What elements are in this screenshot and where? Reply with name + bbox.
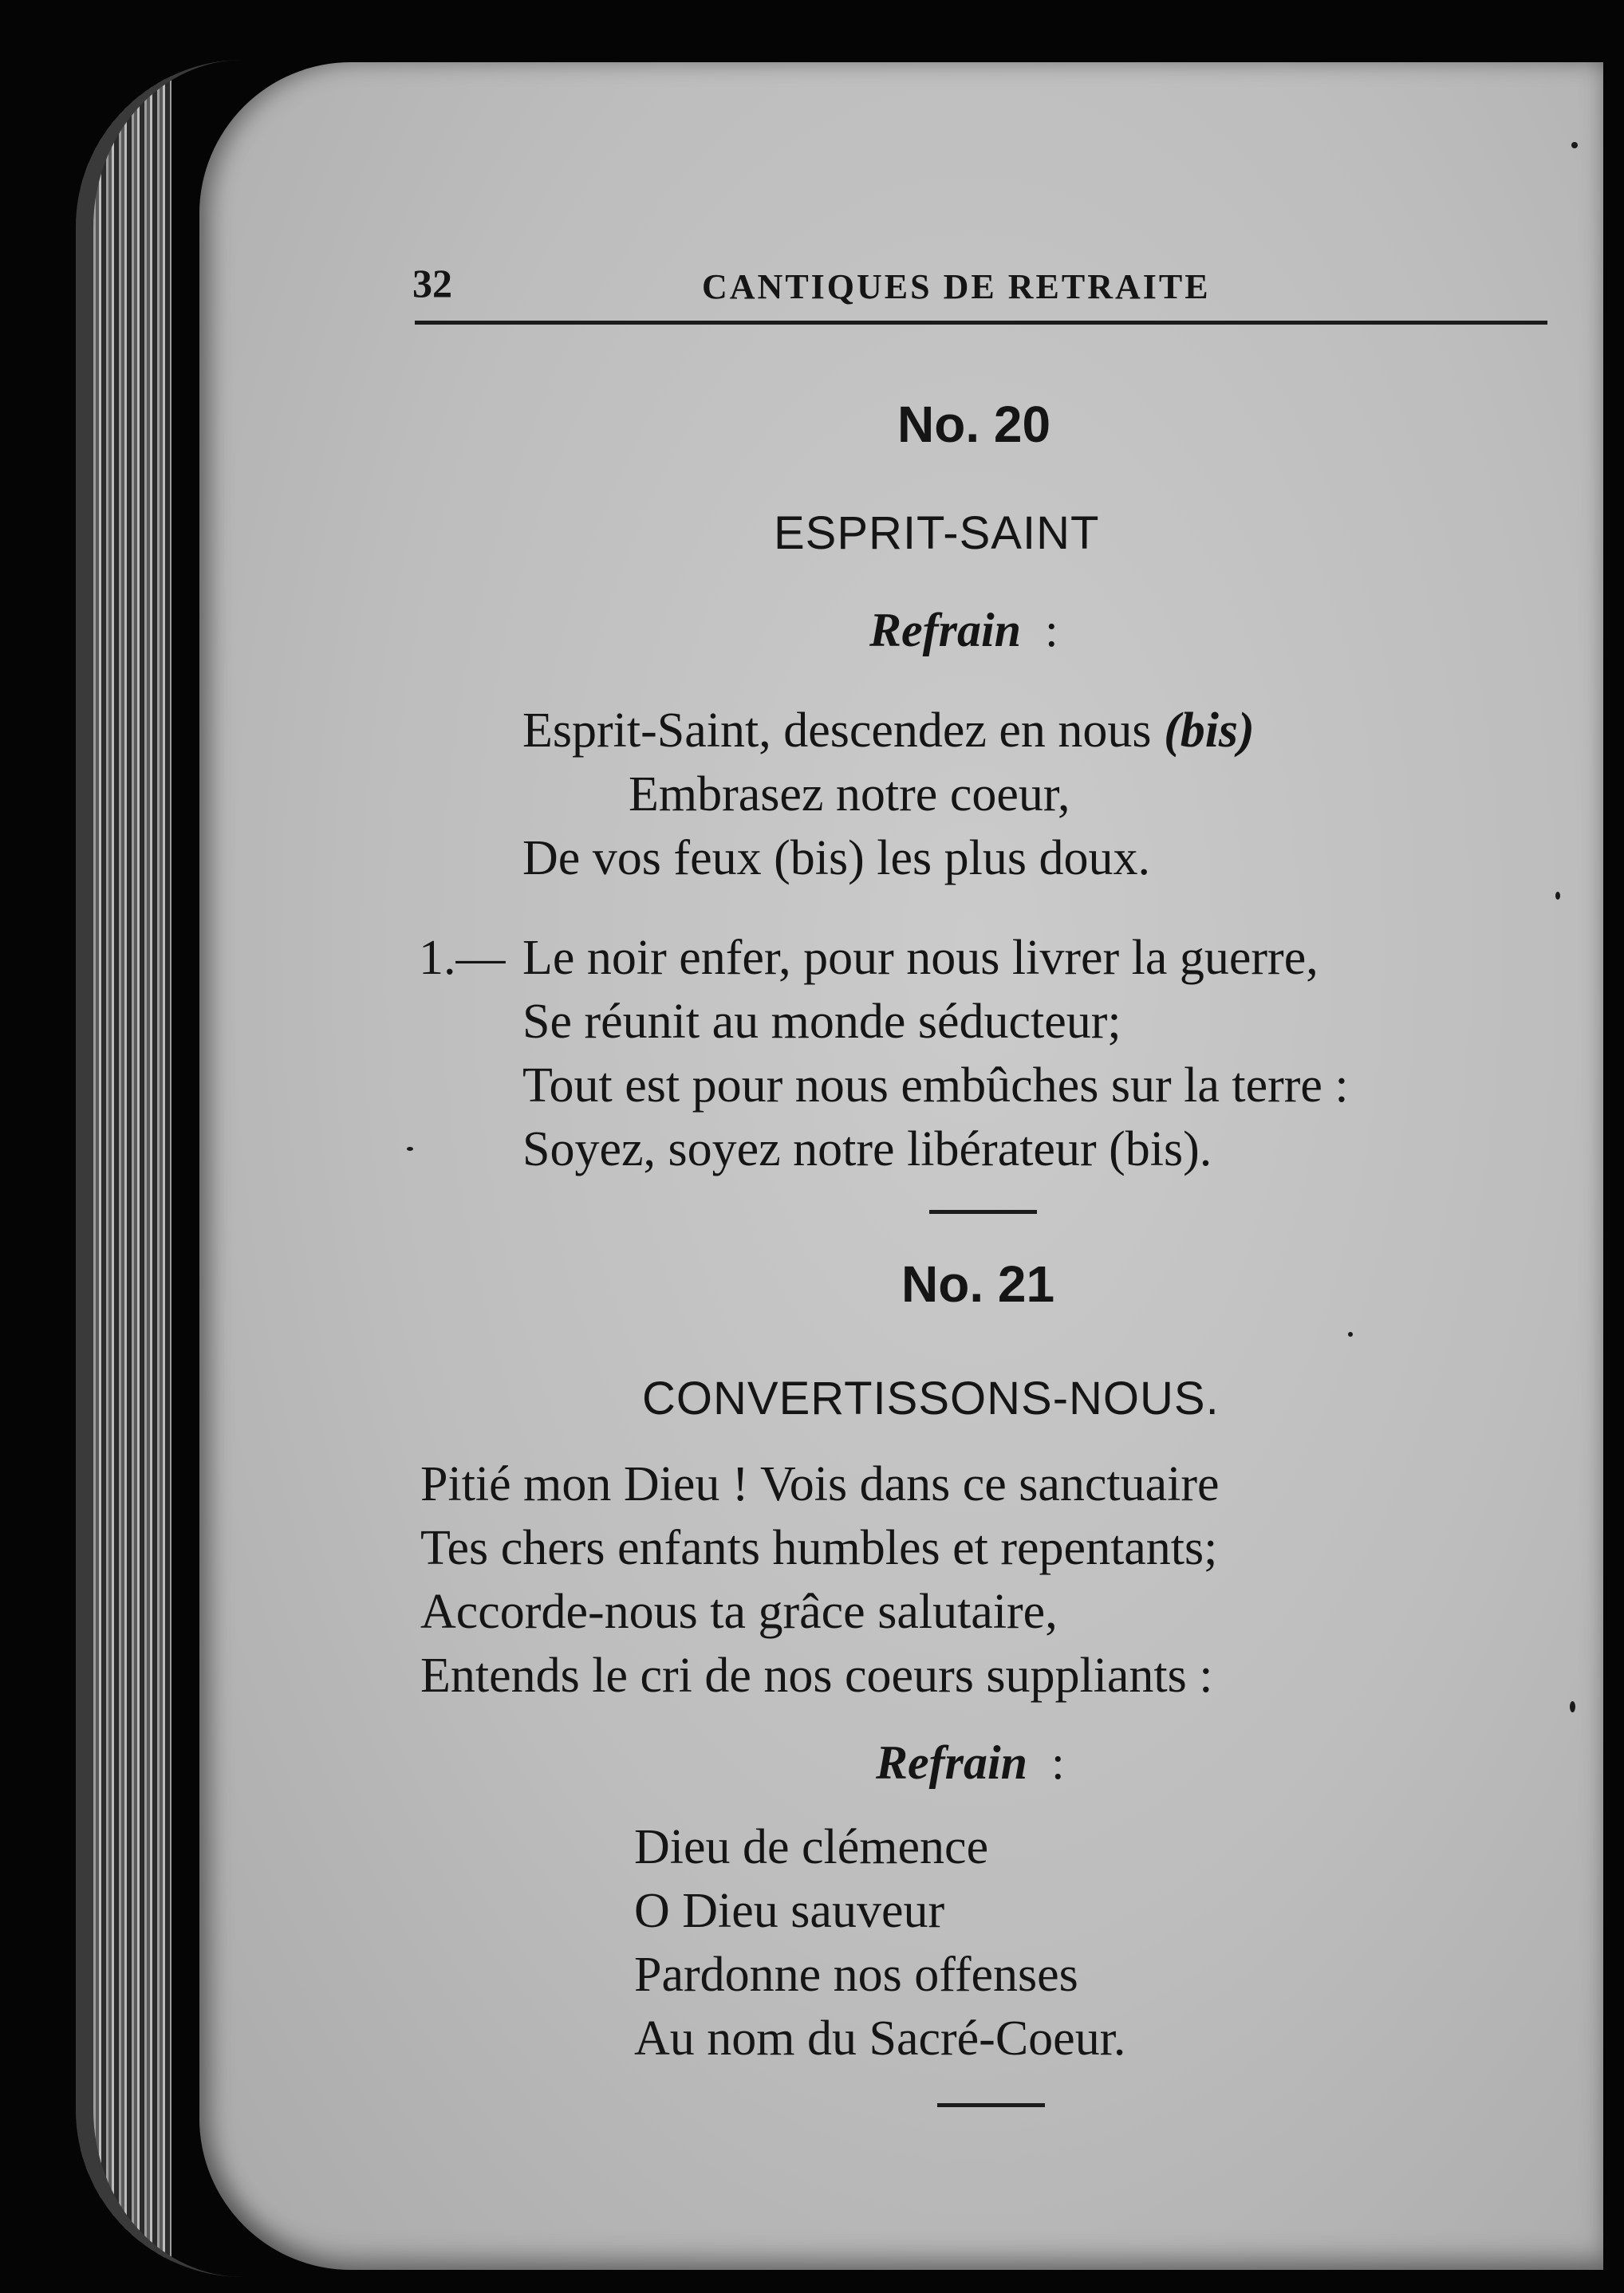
hymn-21-refrain-line-1: Dieu de clémence: [634, 1820, 989, 1874]
hymn-20-verse-line-4: Soyez, soyez notre libérateur (bis).: [522, 1122, 1212, 1176]
hymn-20-refrain-line-2: Embrasez notre coeur,: [629, 767, 1070, 821]
hymn-21-refrain-heading: [876, 1736, 1065, 1789]
refrain-colon: :: [1045, 604, 1058, 656]
hymn-21-number: No. 21: [901, 1255, 1055, 1313]
speck: [407, 1147, 413, 1151]
speck: [1348, 1332, 1353, 1337]
running-title: CANTIQUES DE RETRAITE: [702, 267, 1211, 306]
hymn-20-refrain-line-1: [522, 703, 1255, 758]
hymn-20-refrain-heading: [869, 606, 1058, 654]
hymn-21-refrain-line-2: O Dieu sauveur: [634, 1884, 945, 1938]
speck: [1570, 1701, 1575, 1712]
speck: [1571, 142, 1578, 148]
section-divider: [937, 2103, 1045, 2107]
section-divider: [929, 1210, 1037, 1214]
hymn-21-title: CONVERTISSONS-NOUS.: [642, 1373, 1220, 1424]
hymn-20-number: No. 20: [897, 396, 1051, 453]
header-rule: [415, 321, 1547, 325]
hymn-20-verse-line-3: Tout est pour nous embûches sur la terre :: [522, 1058, 1349, 1113]
hymn-20-refrain-line-3: De vos feux (bis) les plus doux.: [522, 831, 1150, 885]
hymn-21-verse-line-1: Pitié mon Dieu ! Vois dans ce sanctuaire: [420, 1457, 1220, 1511]
hymn-21-refrain-line-3: Pardonne nos offenses: [634, 1948, 1078, 2002]
hymn-20-verse-number: 1.—: [419, 931, 506, 985]
refrain-line-text: Esprit-Saint, descendez en nous: [522, 703, 1152, 758]
hymn-21-verse-line-2: Tes chers enfants humbles et repentants;: [420, 1521, 1218, 1575]
hymn-21-refrain-line-4: Au nom du Sacré-Coeur.: [634, 2011, 1126, 2066]
hymn-20-verse-line-1: Le noir enfer, pour nous livrer la guerre,: [522, 931, 1319, 985]
refrain-label: Refrain: [869, 604, 1022, 656]
bis-marker: (bis): [1164, 703, 1255, 758]
hymn-20-verse-line-2: Se réunit au monde séducteur;: [522, 995, 1121, 1049]
hymn-21-verse-line-4: Entends le cri de nos coeurs suppliants :: [420, 1649, 1213, 1703]
refrain-colon: :: [1051, 1736, 1065, 1789]
hymn-21-verse-line-3: Accorde-nous ta grâce salutaire,: [420, 1585, 1058, 1639]
page-number: 32: [412, 261, 452, 305]
speck: [1555, 892, 1560, 900]
hymn-20-title: ESPRIT-SAINT: [774, 507, 1100, 559]
refrain-label: Refrain: [876, 1736, 1028, 1789]
